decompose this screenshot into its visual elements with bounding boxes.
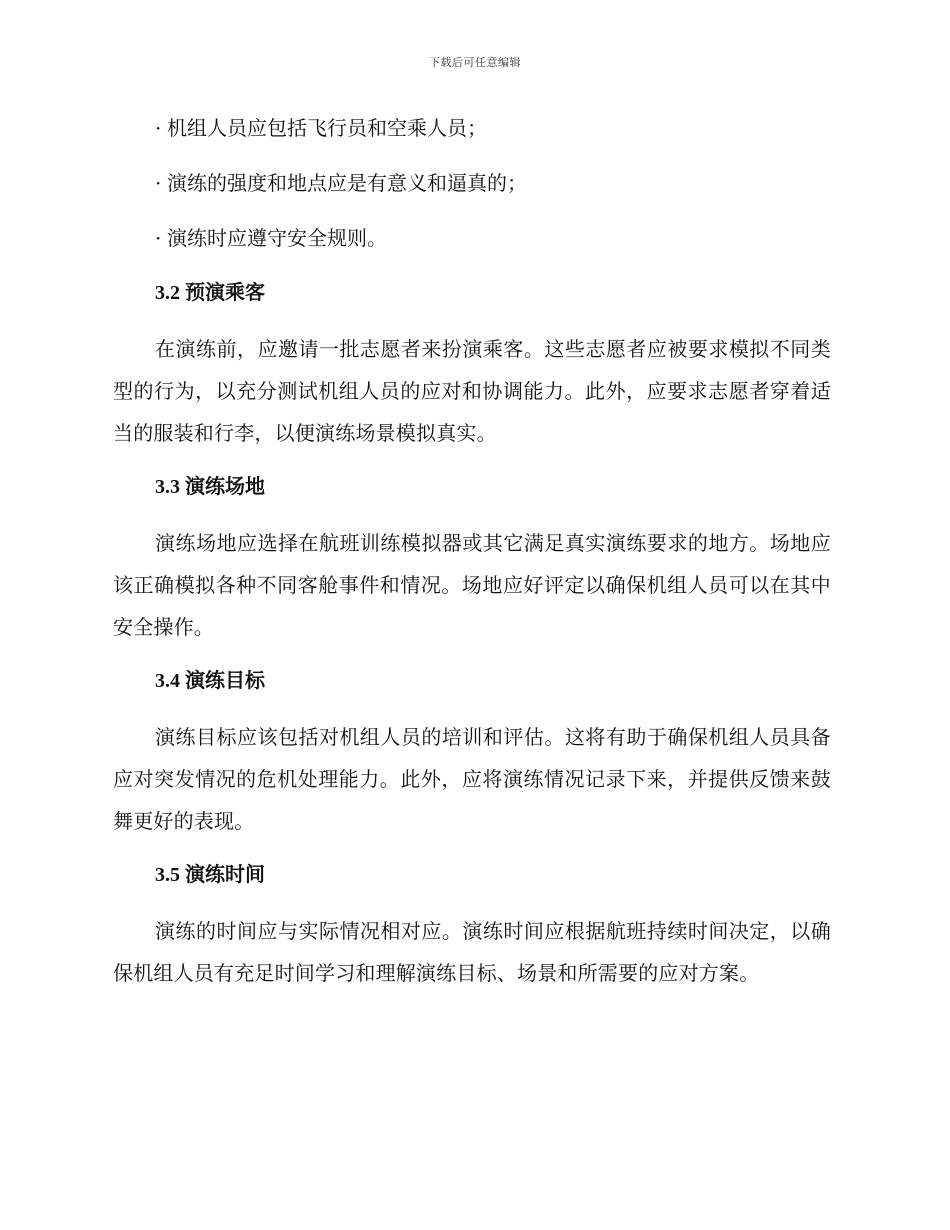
section-paragraph: 演练的时间应与实际情况相对应。演练时间应根据航班持续时间决定，以确保机组人员有充足时间学习和理解演练目标、场景和所需要的应对方案。 <box>113 919 831 985</box>
section-heading: 3.3 演练场地 <box>155 476 265 498</box>
section-heading: 3.4 演练目标 <box>155 670 265 692</box>
section-heading: 3.5 演练时间 <box>155 864 265 886</box>
bullet-marker: · <box>155 226 162 250</box>
bullet-text: 机组人员应包括飞行员和空乘人员； <box>167 116 487 140</box>
bullet-item <box>155 163 831 203</box>
bullet-item <box>155 218 831 258</box>
document-content <box>113 108 831 1007</box>
bullet-item <box>155 108 831 148</box>
section-paragraph: 演练目标应该包括对机组人员的培训和评估。这将有助于确保机组人员具备应对突发情况的危机处理能力。此外，应将演练情况记录下来，并提供反馈来鼓舞更好的表现。 <box>113 725 831 833</box>
header-note: 下载后可任意编辑 <box>429 56 521 69</box>
section-heading: 3.2 预演乘客 <box>155 282 265 304</box>
section-paragraph: 在演练前，应邀请一批志愿者来扮演乘客。这些志愿者应被要求模拟不同类型的行为，以充分测试机组人员的应对和协调能力。此外，应要求志愿者穿着适当的服装和行李，以便演练场景模拟真实。 <box>113 337 831 445</box>
bullet-marker: · <box>155 116 162 140</box>
bullet-text: 演练时应遵守安全规则。 <box>167 226 387 250</box>
bullet-marker: · <box>155 171 162 195</box>
section-paragraph: 演练场地应选择在航班训练模拟器或其它满足真实演练要求的地方。场地应该正确模拟各种不同客舱事件和情况。场地应好评定以确保机组人员可以在其中安全操作。 <box>113 531 831 639</box>
bullet-text: 演练的强度和地点应是有意义和逼真的； <box>167 171 527 195</box>
